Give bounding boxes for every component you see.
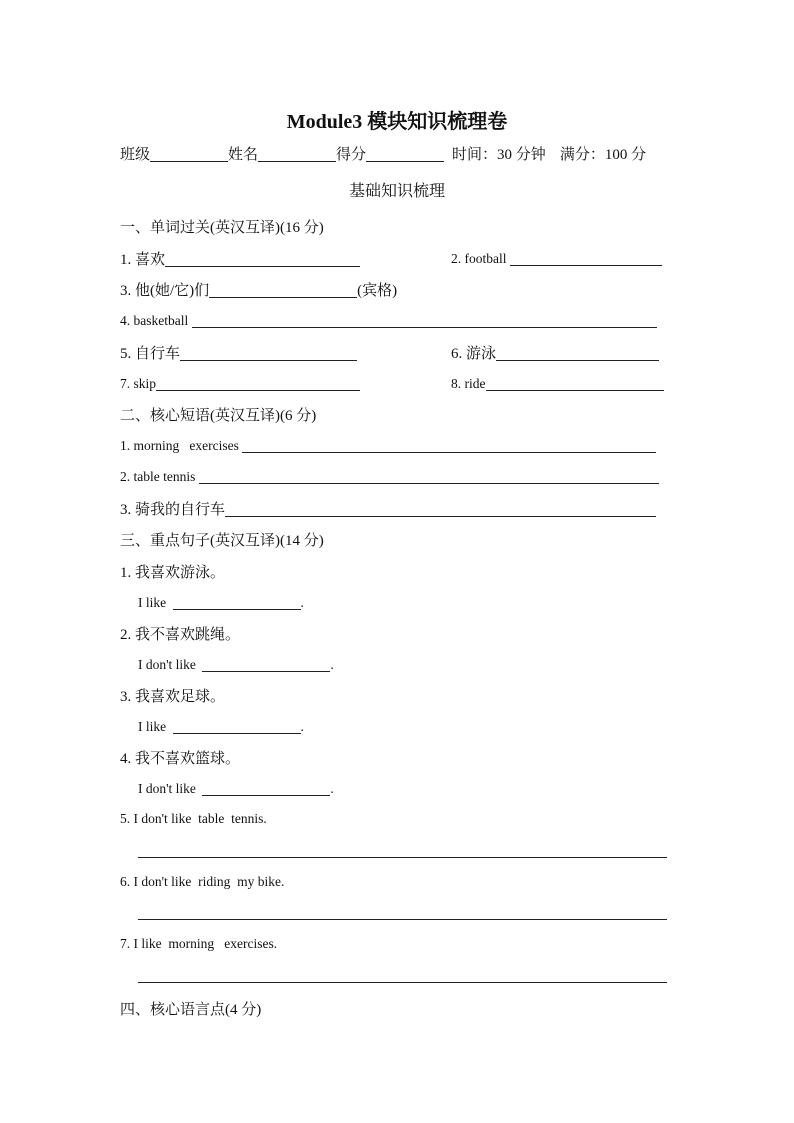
answer-blank[interactable] xyxy=(209,282,357,298)
vocab-item-3: 3. 他(她/它)们 (宾格) xyxy=(120,283,398,299)
sentence-answer-2: I don't like . xyxy=(138,657,334,672)
answer-blank[interactable] xyxy=(486,375,664,391)
answer-blank[interactable] xyxy=(225,501,656,517)
answer-blank[interactable] xyxy=(173,594,301,610)
answer-line-7[interactable] xyxy=(138,982,667,983)
sentence-prompt-4: 4. 我不喜欢篮球。 xyxy=(120,751,241,767)
answer-blank[interactable] xyxy=(202,656,330,672)
vocab-item-7: 7. skip xyxy=(120,375,360,392)
answer-blank[interactable] xyxy=(156,375,360,391)
section3-heading: 三、重点句子(英汉互译)(14 分) xyxy=(120,533,324,549)
sentence-prompt-7: 7. I like morning exercises. xyxy=(120,936,278,951)
class-field[interactable] xyxy=(150,146,228,162)
answer-line-5[interactable] xyxy=(138,857,667,858)
sentence-answer-4: I don't like . xyxy=(138,781,334,796)
vocab-item-6: 6. 游泳 xyxy=(451,342,659,363)
answer-blank[interactable] xyxy=(496,345,659,361)
time-limit: 时间：30 分钟 xyxy=(452,147,546,163)
section1-heading: 一、单词过关(英汉互译)(16 分) xyxy=(120,220,324,236)
vocab-item-5: 5. 自行车 xyxy=(120,342,357,363)
sentence-answer-1: I like . xyxy=(138,595,304,610)
answer-blank[interactable] xyxy=(180,345,357,361)
section-subtitle: 基础知识梳理 xyxy=(348,183,445,200)
sentence-prompt-1: 1. 我喜欢游泳。 xyxy=(120,565,226,581)
vocab-item-2: 2. football xyxy=(451,250,662,267)
phrase-item-3: 3. 骑我的自行车 xyxy=(120,498,656,519)
answer-blank[interactable] xyxy=(199,468,659,484)
answer-blank[interactable] xyxy=(202,780,330,796)
answer-blank[interactable] xyxy=(173,718,301,734)
answer-blank[interactable] xyxy=(165,251,360,267)
sentence-prompt-6: 6. I don't like riding my bike. xyxy=(120,874,285,889)
vocab-item-8: 8. ride xyxy=(451,375,664,392)
phrase-item-1: 1. morning exercises xyxy=(120,437,656,454)
name-label: 姓名 xyxy=(228,147,259,163)
phrase-item-2: 2. table tennis xyxy=(120,468,659,485)
sentence-answer-3: I like . xyxy=(138,719,304,734)
sentence-prompt-2: 2. 我不喜欢跳绳。 xyxy=(120,627,241,643)
answer-line-6[interactable] xyxy=(138,919,667,920)
vocab-item-1: 1. 喜欢 xyxy=(120,248,360,269)
sentence-prompt-3: 3. 我喜欢足球。 xyxy=(120,689,226,705)
vocab-item-4: 4. basketball xyxy=(120,312,657,329)
score-label: 得分 xyxy=(336,147,367,163)
student-info-line xyxy=(120,143,646,164)
answer-blank[interactable] xyxy=(510,250,662,266)
answer-blank[interactable] xyxy=(192,312,657,328)
section2-heading: 二、核心短语(英汉互译)(6 分) xyxy=(120,408,317,424)
full-score: 满分：100 分 xyxy=(559,147,647,163)
name-field[interactable] xyxy=(258,146,336,162)
page-title: Module3 模块知识梳理卷 xyxy=(286,111,508,133)
score-field[interactable] xyxy=(366,146,444,162)
answer-blank[interactable] xyxy=(242,437,656,453)
section4-heading: 四、核心语言点(4 分) xyxy=(120,1002,262,1018)
class-label: 班级 xyxy=(120,147,151,163)
sentence-prompt-5: 5. I don't like table tennis. xyxy=(120,811,267,826)
